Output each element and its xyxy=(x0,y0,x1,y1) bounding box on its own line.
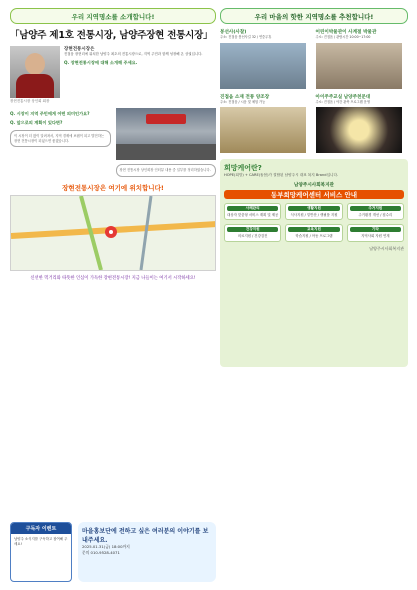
question-3: Q. 앞으로의 계획이 있다면? xyxy=(10,120,63,125)
place-desc: 주소: 진접읍 / 야간 관측 프로그램 운영 xyxy=(315,99,370,104)
quote-bubble-1: 이 시장이 더 많이 알려져서, 지역 경제에 보탬이 되고 발전하는 장현 전통시장이 되었으면 좋겠습니다. xyxy=(10,130,111,147)
place-desc: 주소: 진접읍 봉선사길 32 / 연중무휴 xyxy=(220,35,272,39)
place-1 xyxy=(220,29,408,89)
place-title: 아이주주교실 남양주천문대 xyxy=(315,94,371,100)
event-section xyxy=(10,522,216,582)
service-cell: 기타 지역사회 자원 연계 xyxy=(347,224,404,241)
place-2 xyxy=(220,94,408,154)
market-sign xyxy=(146,114,186,124)
event-deadline: 2025.01.31(금) 18:00까지 xyxy=(82,544,130,549)
location-map xyxy=(10,195,216,271)
quote-bubble-2: 장현 전통시장 상인회장 인터뷰 내용 중 일부를 정리하였습니다. xyxy=(116,164,217,177)
question-1: Q. 장현전통시장에 대해 소개해 주세요. xyxy=(64,60,138,66)
service-cell: 주거지원 주거환경 개선 / 집수리 xyxy=(347,203,404,220)
photo-block xyxy=(10,46,60,104)
service-cell: 사례관리 대상자 맞춤형 서비스 계획 및 제공 xyxy=(224,203,281,220)
left-banner: 우리 지역명소를 소개합니다! xyxy=(10,8,216,24)
hope-subtitle: HOPE(희망) + CARE(돌봄)가 결합된 남양주시 대표 복지 Brand입니다. xyxy=(224,173,339,178)
hope-org: 남양주시사회복지관 xyxy=(294,183,334,189)
question-2: Q. 시장이 지역 주민에게 어떤 의미인가요? xyxy=(10,111,90,116)
place-desc: 주소: 진접읍 / 시음 및 체험 가능 xyxy=(220,99,266,104)
right-column xyxy=(220,8,408,582)
place-title: 봉선사(사찰) xyxy=(220,30,247,35)
interview-top xyxy=(10,46,216,104)
event-contact: 문의 010-9528-4071 xyxy=(82,550,120,555)
hope-service-title: 동부희망케어센터 서비스 안내 xyxy=(224,190,404,199)
service-grid xyxy=(224,203,404,241)
service-cell: 생활지원 식사지원 / 밑반찬 / 생필품 지원 xyxy=(285,203,342,220)
map-graphic xyxy=(11,196,216,270)
place-desc: 주소: 진접읍 / 관람시간 10:00~17:00 xyxy=(315,35,371,39)
service-cell: 건강지원 의료지원 / 건강검진 xyxy=(224,224,281,241)
subscriber-event-card xyxy=(10,522,72,582)
story-submission xyxy=(78,522,216,582)
map-title: 장현전통시장은 여기에 위치합니다! xyxy=(62,183,164,192)
place-title: 진접읍 소재 전통 양조장 xyxy=(220,94,270,100)
market-photo xyxy=(116,108,217,160)
hope-title: 희망케어란? xyxy=(224,164,262,173)
photo-caption: 장현전통시장 상인회 회장 xyxy=(10,99,50,103)
left-column xyxy=(10,8,216,582)
event-card-title: 구독자 이벤트 xyxy=(11,523,71,534)
chairman-photo xyxy=(10,46,60,98)
lead-block xyxy=(64,46,216,104)
event-card-body: 남양주 소식지를 구독하고 참여해 주세요! xyxy=(14,537,68,546)
closing-quote: 신선한 먹거리와 따뜻한 인심이 가득한 장현전통시장! 지금 나들이는 여기서 시작하세요! xyxy=(30,275,196,281)
interview-body xyxy=(10,108,216,177)
event-title: 마을홍보단에 전하고 싶은 여러분의 이야기를 보내주세요. xyxy=(82,528,209,544)
place-title: 어린이박물관이 사계절 박물관 xyxy=(315,30,377,35)
page-title: 「남양주 제1호 전통시장, 남양주장현 전통시장」 xyxy=(10,30,213,41)
place-photo xyxy=(220,107,306,153)
place-photo xyxy=(316,43,402,89)
place-photo xyxy=(316,107,402,153)
right-banner: 우리 마을의 핫한 지역명소를 추천합니다! xyxy=(220,8,408,24)
footer-org: 남양주시사회복지관 xyxy=(369,245,404,251)
place-photo xyxy=(220,43,306,89)
lead-title: 장현전통시장은 xyxy=(64,47,95,52)
hope-care-section xyxy=(220,159,408,367)
service-cell: 교육지원 학습지원 / 아동 프로그램 xyxy=(285,224,342,241)
lead-text: 진접읍 장현리에 위치한 남양주 최초의 전통시장으로, 지역 주민과 함께 성장해 온 상권입니다. xyxy=(64,52,203,56)
